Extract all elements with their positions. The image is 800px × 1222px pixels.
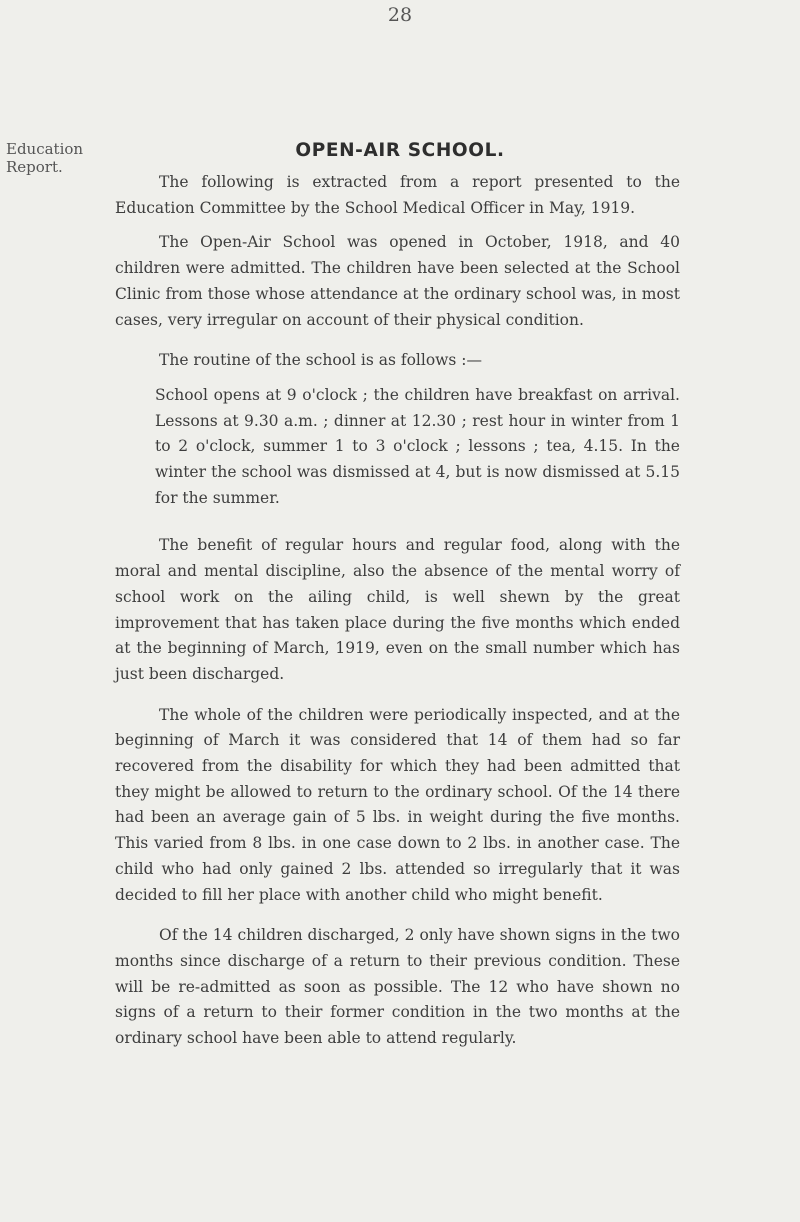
paragraph-routine: School opens at 9 o'clock ; the children have breakfast on arrival. Lessons at 9.30 a.m. ; dinner at 12.30 ; rest hour in winter from 1 to 2 o'clock, summer 1 to 3 o'clock ; lessons ; tea, 4.15. In the winter the school was dismissed at 4, but is now dismissed at 5.15 for the summer. bbox=[155, 385, 680, 507]
report-body bbox=[115, 170, 680, 1067]
margin-note: Education Report. bbox=[6, 140, 84, 176]
section-heading: OPEN-AIR SCHOOL. bbox=[295, 140, 505, 161]
paragraph-routine-heading: The routine of the school is as follows :— bbox=[159, 351, 483, 370]
paragraph-benefit: The benefit of regular hours and regular food, along with the moral and mental discipline, also the absence of the mental worry of school work on the ailing child, is well shewn by the great improvement that has taken place during the five months which ended at the beginning of March, 1919, even on the small number which has just been discharged. bbox=[115, 536, 680, 683]
paragraph-opening: The Open-Air School was opened in October, 1918, and 40 children were admitted. The children have been selected at the School Clinic from those whose attendance at the ordinary school was, in most cases, very irregular on account of their physical condition. bbox=[115, 233, 680, 329]
paragraph-discharged: Of the 14 children discharged, 2 only have shown signs in the two months since discharge of a return to their previous condition. These will be re-admitted as soon as possible. The 12 who have shown no signs of a return to their former condition in the two months at the ordinary school have been able to attend regularly. bbox=[115, 926, 680, 1048]
paragraph-intro: The following is extracted from a report presented to the Education Committee by the School Medical Officer in May, 1919. bbox=[115, 173, 680, 217]
paragraph-inspection: The whole of the children were periodically inspected, and at the beginning of March it was considered that 14 of them had so far recovered from the disability for which they had been admitted that they might be allowed to return to the ordinary school. Of the 14 there had been an average gain of 5 lbs. in weight during the five months. This varied from 8 lbs. in one case down to 2 lbs. in another case. The child who had only gained 2 lbs. attended so irregularly that it was decided to fill her place with another child who might benefit. bbox=[115, 705, 680, 904]
page-number: 28 bbox=[387, 4, 413, 26]
